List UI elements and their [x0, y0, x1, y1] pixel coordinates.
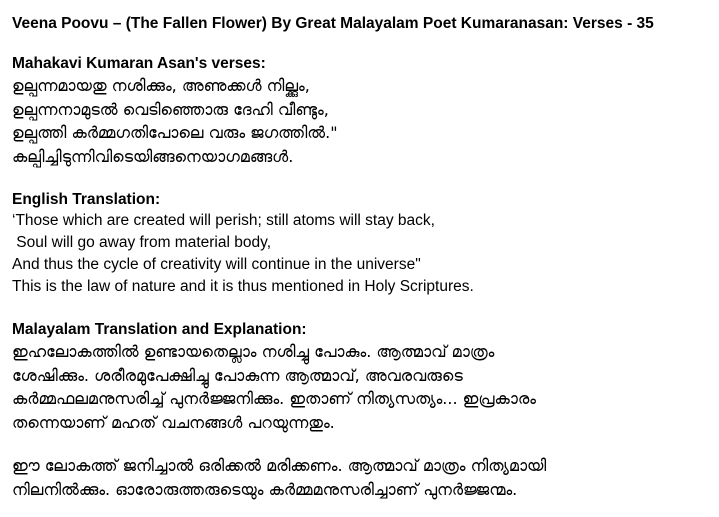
paragraph-spacer	[12, 434, 712, 454]
malayalam-section	[12, 320, 712, 501]
explanation-line: തന്നെയാണ് മഹത് വചനങ്ങൾ പറയുന്നതും.	[12, 412, 335, 432]
translation-line: And thus the cycle of creativity will continue in the universe"	[12, 256, 421, 273]
translation-line: This is the law of nature and it is thus mentioned in Holy Scriptures.	[12, 278, 474, 295]
explanation-line: നിലനിൽക്കും. ഓരോരുത്തരുടെയും കർമ്മമനുസരിച്ചാണ് പുനർജ്ജന്മം.	[12, 479, 518, 499]
english-section	[12, 190, 712, 298]
english-heading: English Translation:	[12, 191, 161, 208]
verse-line: ഉല്പന്നനാമുടൽ വെടിഞ്ഞൊരു ദേഹി വീണ്ടും,	[12, 99, 329, 119]
document	[12, 14, 712, 501]
malayalam-heading: Malayalam Translation and Explanation:	[12, 321, 307, 338]
verses-section	[12, 54, 712, 168]
verse-line: കല്പിച്ചിടുന്നിവിടെയിങ്ങനെയാഗമങ്ങൾ.	[12, 146, 294, 166]
explanation-line: ശേഷിക്കും. ശരീരമുപേക്ഷിച്ചു പോകുന്ന ആത്മാവ്, അവരവരുടെ	[12, 365, 463, 385]
translation-line: Soul will go away from material body,	[12, 234, 272, 251]
verses-heading: Mahakavi Kumaran Asan's verses:	[12, 55, 266, 72]
explanation-line: കർമ്മഫലമനുസരിച്ച് പുനർജ്ജനിക്കും. ഇതാണ് നിത്യസത്യം... ഇപ്രകാരം	[12, 389, 536, 408]
document-title: Veena Poovu – (The Fallen Flower) By Great Malayalam Poet Kumaranasan: Verses - 35	[12, 15, 654, 32]
explanation-line: ഈ ലോകത്ത് ജനിച്ചാൽ ഒരിക്കൽ മരിക്കണം. ആത്മാവ് മാത്രം നിത്യമായി	[12, 456, 547, 475]
translation-line: ‘Those which are created will perish; still atoms will stay back,	[12, 212, 435, 229]
explanation-line: ഇഹലോകത്തിൽ ഉണ്ടായതെല്ലാം നശിച്ചു പോകും. ആത്മാവ് മാത്രം	[12, 342, 495, 361]
verse-line: ഉല്പന്നമായതു നശിക്കും, അണുക്കൾ നില്ക്കും,	[12, 76, 310, 95]
verse-line: ഉല്പത്തി കർമ്മഗതിപോലെ വരും ജഗത്തിൽ."	[12, 123, 338, 142]
